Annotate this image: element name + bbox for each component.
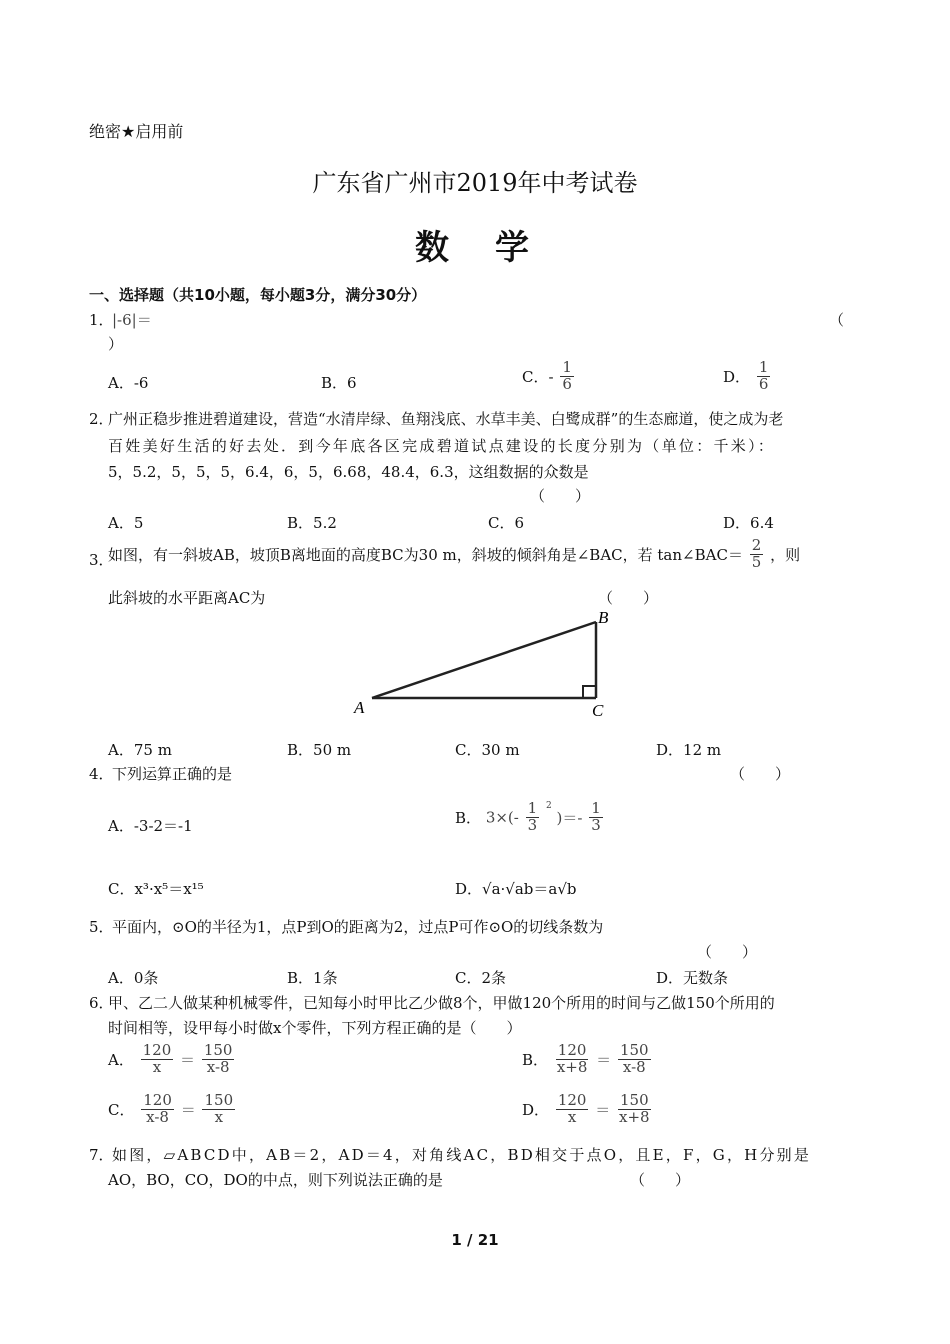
option-c <box>522 360 576 393</box>
numerator: 1 <box>758 358 769 376</box>
answer-paren-open: （ <box>829 311 845 329</box>
option-a: A．-3-2＝-1 <box>108 817 193 835</box>
fraction <box>560 360 574 393</box>
section-heading: 一、选择题（共10小题，每小题3分，满分30分） <box>89 286 427 304</box>
numerator: 1 <box>562 358 572 376</box>
equals-sign: ＝ <box>180 1050 196 1069</box>
fraction <box>141 1043 174 1076</box>
answer-paren: （ ） <box>598 589 659 607</box>
denominator: 6 <box>562 374 572 393</box>
denominator: 3 <box>527 815 538 834</box>
denominator: 5 <box>751 552 762 571</box>
option-label: D． <box>522 1100 550 1119</box>
denominator: x-8 <box>146 1107 169 1126</box>
vertex-label-c: C <box>592 701 604 720</box>
numerator: 150 <box>203 1041 233 1059</box>
fraction <box>556 1093 589 1126</box>
question-line: AO，BO，CO，DO的中点，则下列说法正确的是 <box>108 1171 443 1189</box>
question-stem: 平面内，⊙O的半径为1，点P到O的距离为2，过点P可作⊙O的切线条数为 <box>112 918 604 936</box>
numerator: 1 <box>527 799 538 817</box>
denominator: x <box>567 1107 577 1126</box>
fraction <box>617 1093 652 1126</box>
option-b: B．1条 <box>287 969 338 987</box>
exponent: 2 <box>545 801 552 811</box>
option-label: B． <box>455 808 482 827</box>
fraction <box>526 801 540 834</box>
question-text: ，则 <box>770 545 801 564</box>
denominator: x-8 <box>622 1057 646 1076</box>
answer-paren: （ ） <box>730 765 791 783</box>
option-c: C．2条 <box>455 969 507 987</box>
slope-line-ab <box>372 622 596 698</box>
option-c: C．30 m <box>455 741 520 759</box>
denominator: x+8 <box>556 1057 588 1076</box>
option-d <box>522 1093 654 1126</box>
option-a <box>108 1043 236 1076</box>
question-number: 6． <box>89 994 114 1012</box>
vertex-label-a: A <box>354 698 365 717</box>
option-d: D．√a·√ab＝a√b <box>455 880 577 898</box>
question-line: 如图，▱ABCD中，AB＝2，AD＝4，对角线AC，BD相交于点O，且E，F，G，H分别是 <box>112 1146 812 1164</box>
right-angle-mark <box>583 686 596 698</box>
option-a: A．5 <box>108 514 144 532</box>
option-c: C．x³·x⁵＝x¹⁵ <box>108 880 204 898</box>
question-line: 广州正稳步推进碧道建设，营造“水清岸绿、鱼翔浅底、水草丰美、白鹭成群”的生态廊道，使之成为老 <box>108 410 784 428</box>
question-line: 时间相等，设甲每小时做x个零件，下列方程正确的是（ ） <box>108 1019 522 1037</box>
denominator: 6 <box>758 374 769 393</box>
denominator: x+8 <box>619 1107 650 1126</box>
option-d <box>723 360 772 393</box>
option-label: A． <box>108 1050 134 1069</box>
denominator: x <box>152 1057 162 1076</box>
question-line: 百姓美好生活的好去处．到今年底各区完成碧道试点建设的长度分别为（单位：千米）： <box>108 437 776 455</box>
option-d: D．无数条 <box>656 969 729 987</box>
exam-title: 广东省广州市2019年中考试卷 <box>312 169 638 197</box>
fraction <box>202 1093 235 1126</box>
question-number: 4． <box>89 765 114 783</box>
answer-paren: （ ） <box>697 943 758 961</box>
option-d: D．12 m <box>656 741 722 759</box>
option-label: C． <box>108 1100 135 1119</box>
option-a: A．75 m <box>108 741 172 759</box>
option-label: B． <box>522 1050 549 1069</box>
equals-sign: ＝ <box>596 1050 612 1069</box>
option-a: A．-6 <box>108 374 149 392</box>
fraction <box>555 1043 590 1076</box>
question-line <box>108 538 800 571</box>
numerator: 2 <box>751 536 762 554</box>
numerator: 150 <box>620 1091 649 1109</box>
numerator: 150 <box>619 1041 649 1059</box>
answer-paren: （ ） <box>630 1171 691 1189</box>
fraction <box>750 538 764 571</box>
option-b <box>522 1043 653 1076</box>
numerator: 120 <box>557 1041 587 1059</box>
numerator: 150 <box>204 1091 234 1109</box>
numerator: 120 <box>557 1091 587 1109</box>
equals-sign: ＝ <box>595 1100 611 1119</box>
page-number: 1 / 21 <box>451 1231 499 1249</box>
option-b: B．5.2 <box>287 514 337 532</box>
option-label: C．- <box>522 367 554 386</box>
numerator: 120 <box>142 1041 172 1059</box>
option-b <box>455 801 605 834</box>
subject-title: 数 学 <box>415 228 535 268</box>
equals-sign: ＝ <box>180 1100 196 1119</box>
option-b: B．6 <box>321 374 357 392</box>
question-number: 7． <box>89 1146 114 1164</box>
option-c: C．6 <box>488 514 525 532</box>
numerator: 120 <box>143 1091 172 1109</box>
expression: )＝- <box>556 808 583 827</box>
fraction <box>589 801 603 834</box>
answer-paren: （ ） <box>530 487 591 505</box>
fraction <box>202 1043 235 1076</box>
option-d: D．6.4 <box>723 514 774 532</box>
numerator: 1 <box>591 799 601 817</box>
vertex-label-b: B <box>598 608 609 627</box>
denominator: x <box>214 1107 224 1126</box>
question-number: 1． <box>89 311 114 329</box>
secret-label: 绝密★启用前 <box>89 122 184 141</box>
question-stem: 下列运算正确的是 <box>112 765 233 783</box>
question-stem: |-6|＝ <box>112 311 152 329</box>
option-b: B．50 m <box>287 741 352 759</box>
answer-paren-close: ） <box>108 335 124 353</box>
denominator: 3 <box>591 815 601 834</box>
question-number: 5． <box>89 918 114 936</box>
option-label: D． <box>723 367 751 386</box>
question-line: 甲、乙二人做某种机械零件，已知每小时甲比乙少做8个，甲做120个所用的时间与乙做150个所用的 <box>108 994 775 1012</box>
question-line: 此斜坡的水平距离AC为 <box>108 589 266 607</box>
question-number: 3． <box>89 551 114 569</box>
question-line: 5，5.2，5，5，5，6.4，6，5，6.68，48.4，6.3，这组数据的众数是 <box>108 463 589 481</box>
fraction <box>618 1043 651 1076</box>
slope-triangle-figure <box>340 600 630 725</box>
denominator: x-8 <box>206 1057 230 1076</box>
fraction <box>757 360 771 393</box>
option-a: A．0条 <box>108 969 159 987</box>
question-text: 如图，有一斜坡AB，坡顶B离地面的高度BC为30 m，斜坡的倾斜角是∠BAC，若 tan∠BAC＝ <box>108 545 743 564</box>
question-number: 2． <box>89 410 114 428</box>
expression: 3×(- <box>485 808 519 827</box>
option-c <box>108 1093 237 1126</box>
fraction <box>141 1093 174 1126</box>
